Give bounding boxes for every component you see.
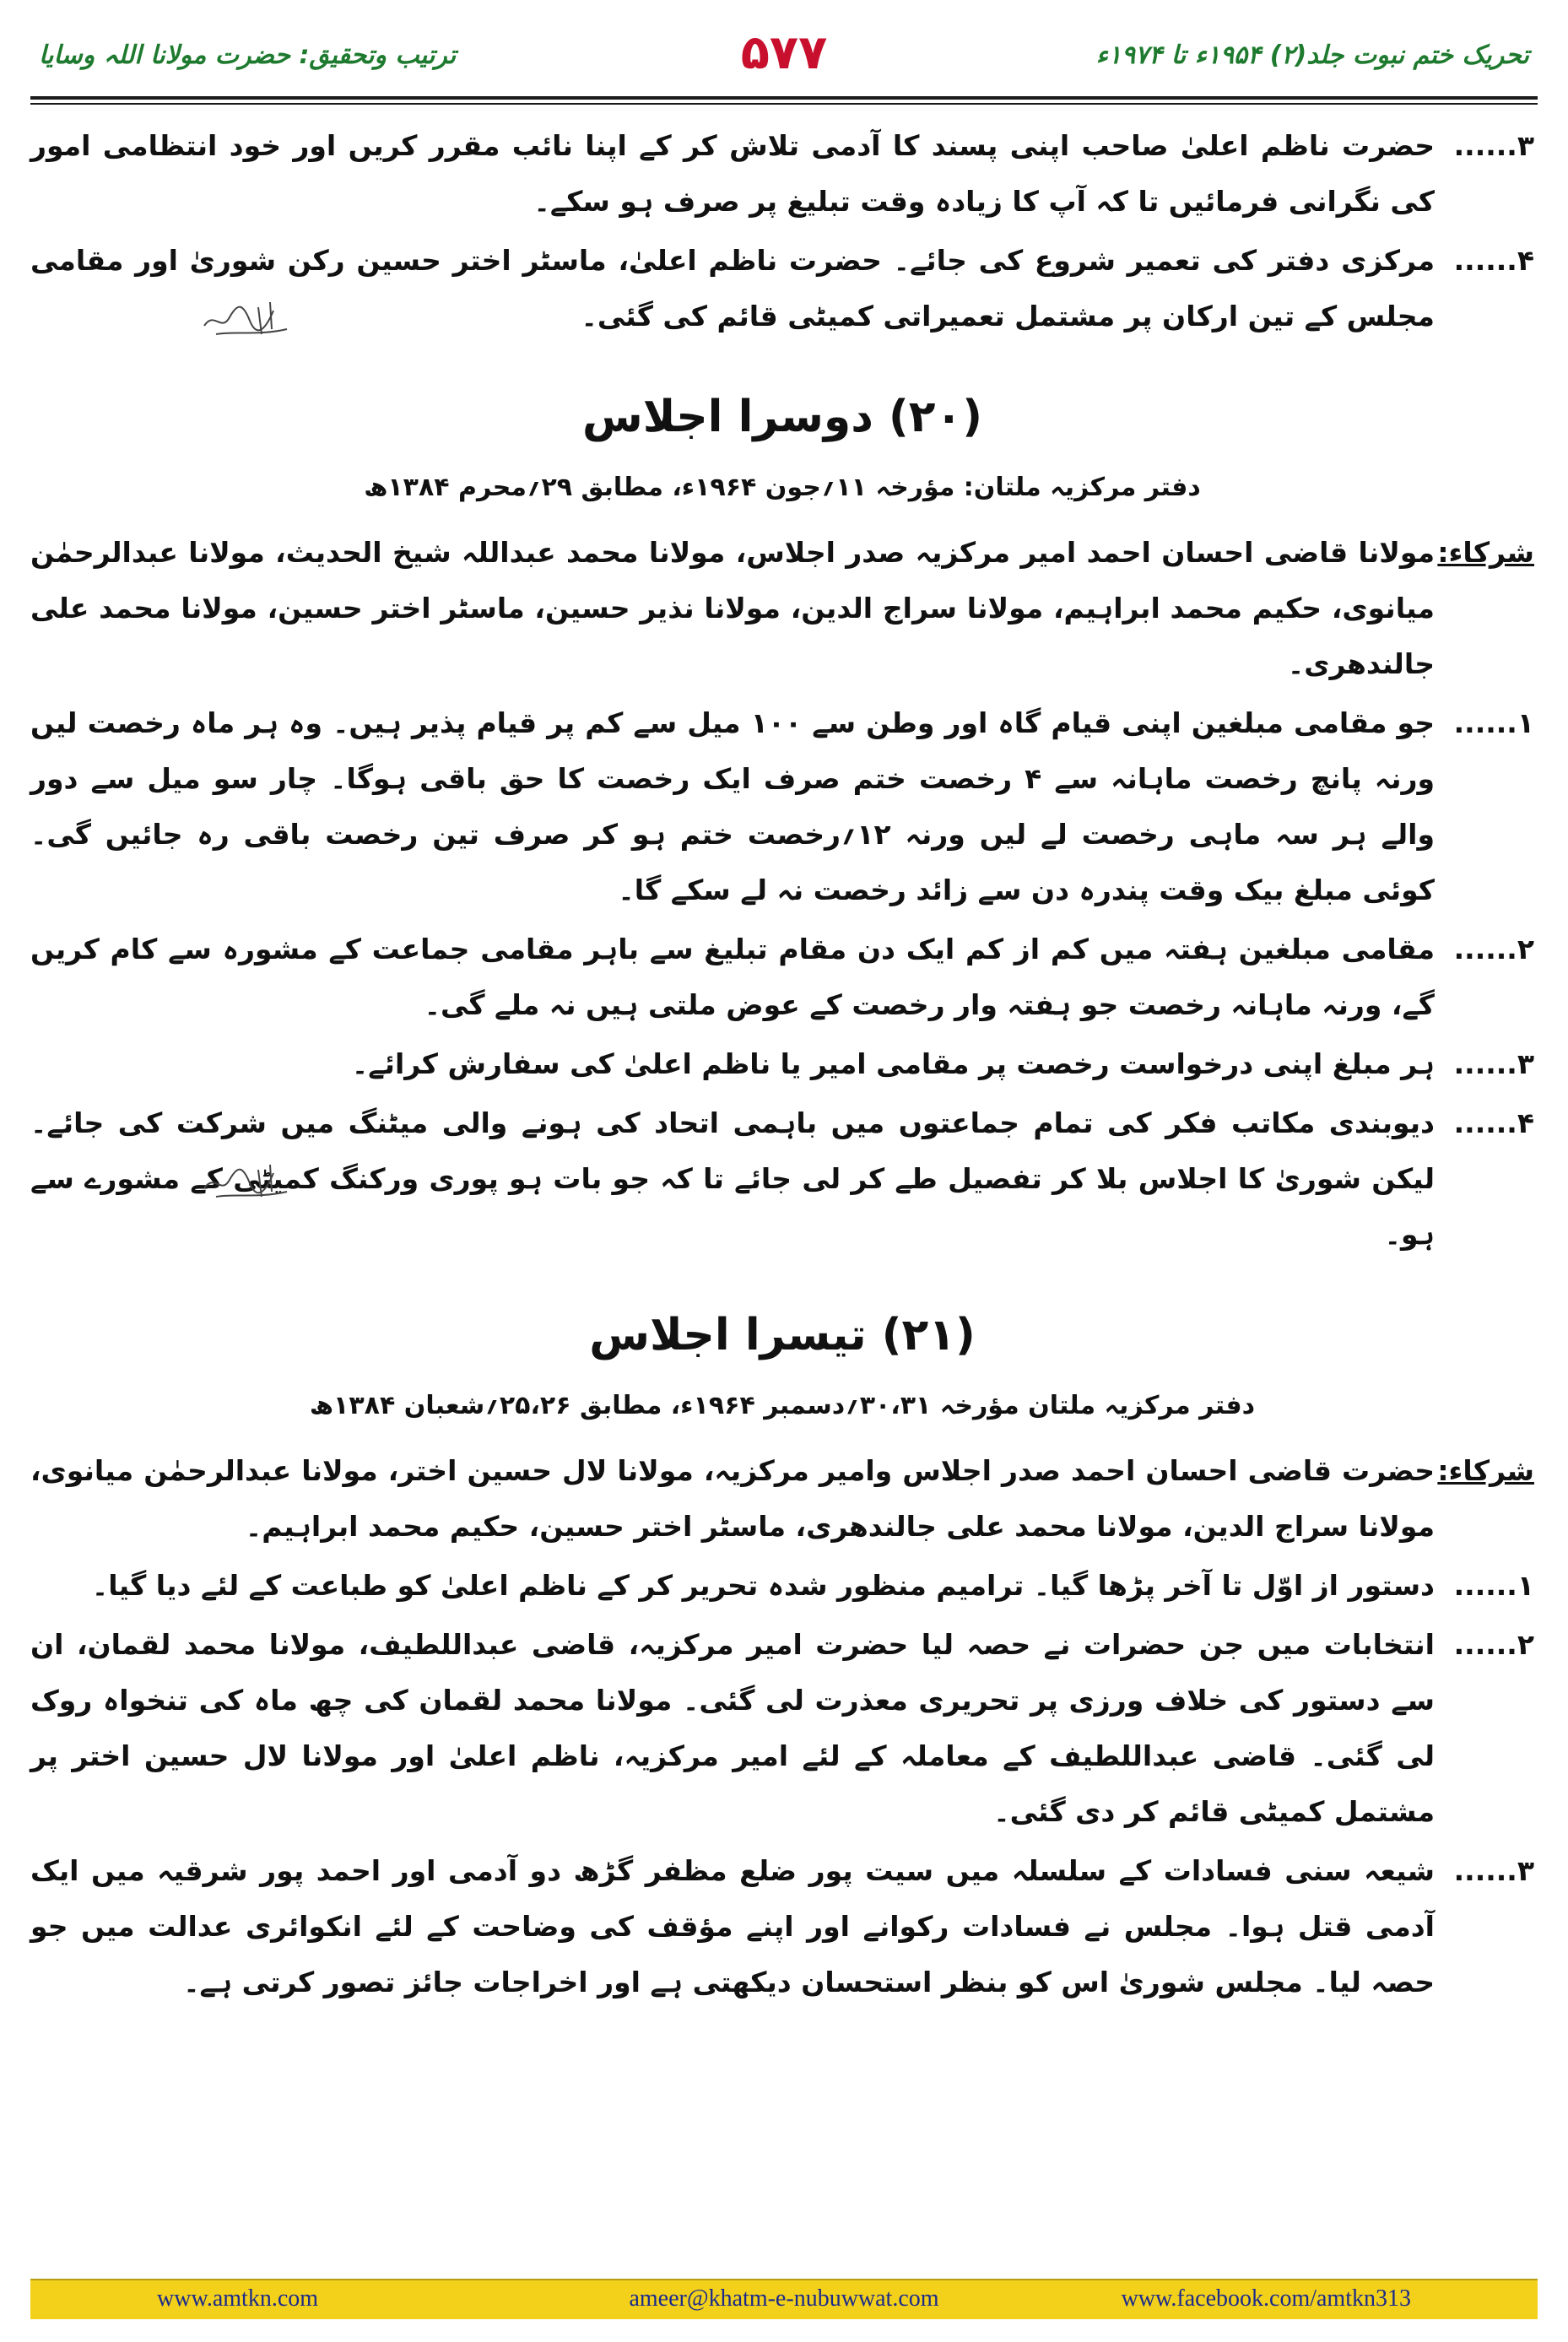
item-number: ۳...... (1453, 1047, 1534, 1080)
item-number: ۲...... (1453, 1628, 1534, 1661)
item-number: ۱...... (1453, 1569, 1534, 1602)
meeting-date-line: دفتر مرکزیہ ملتان: مؤرخہ ۱۱؍جون ۱۹۶۴ء، مطابق ۲۹؍محرم ۱۳۸۴ھ (364, 473, 1201, 502)
section-heading: (۲۰) دوسرا اجلاس (581, 392, 983, 442)
footer-website-link[interactable]: www.amtkn.com (157, 2285, 319, 2312)
list-item (30, 233, 1534, 344)
list-item (30, 1617, 1534, 1840)
participants-block (30, 525, 1534, 692)
list-item (30, 695, 1534, 918)
signature-mark-icon (199, 292, 292, 343)
item-text: جو مقامی مبلغین اپنی قیام گاہ اور وطن سے ۱۰۰ میل سے کم پر قیام پذیر ہیں۔ وہ ہر ماہ رخصت لیں ورنہ پانچ رخصت ماہانہ سے ۴ رخصت ختم صرف ایک رخصت کا حق باقی ہوگا۔ چار سو میل سے دور والے ہر سہ ماہی رخصت لے لیں ورنہ ۱۲؍رخصت ختم ہو کر صرف تین رخصت باقی رہ جائیں گی۔ کوئی مبلغ بیک وقت پندرہ دن سے زائد رخصت نہ لے سکے گا۔ (30, 706, 1436, 906)
participants-text: مولانا قاضی احسان احمد امیر مرکزیہ صدر اجلاس، مولانا محمد عبداللہ شیخ الحدیث، مولانا عبدالرحمٰن میانوی، حکیم محمد ابراہیم، مولانا سراج الدین، مولانا نذیر حسین، ماسٹر اختر حسین، مولانا محمد علی جالندھری۔ (30, 536, 1435, 680)
item-text: ہر مبلغ اپنی درخواست رخصت پر مقامی امیر یا ناظم اعلیٰ کی سفارش کرائے۔ (351, 1047, 1435, 1080)
participants-block (30, 1443, 1534, 1555)
item-text: حضرت ناظم اعلیٰ صاحب اپنی پسند کا آدمی تلاش کر کے اپنا نائب مقرر کریں اور خود انتظامی امور کی نگرانی فرمائیں تا کہ آپ کا زیادہ وقت تبلیغ پر صرف ہو سکے۔ (30, 129, 1435, 218)
list-item (30, 1558, 1534, 1614)
item-text: دستور از اوّل تا آخر پڑھا گیا۔ ترامیم منظور شدہ تحریر کر کے ناظم اعلیٰ کو طباعت کے لئے دیا گیا۔ (91, 1569, 1435, 1602)
section-heading: (۲۱) تیسرا اجلاس (589, 1310, 976, 1360)
header-book-title: تحریک ختم نبوت جلد(۲) ۱۹۵۴ء تا ۱۹۷۴ء (1095, 41, 1529, 70)
item-number: ۲...... (1453, 933, 1534, 965)
page-header (30, 25, 1538, 93)
header-compiler: ترتیب وتحقیق: حضرت مولانا اللہ وسایا (39, 41, 457, 70)
list-item (30, 1095, 1534, 1263)
page-number: ۵۷۷ (740, 25, 828, 80)
participants-label: شرکاء: (1437, 1454, 1534, 1487)
meeting-date-line: دفتر مرکزیہ ملتان مؤرخہ ۳۰،۳۱؍دسمبر ۱۹۶۴ء، مطابق ۲۵،۲۶؍شعبان ۱۳۸۴ھ (309, 1391, 1256, 1420)
list-item (30, 922, 1534, 1033)
list-item (30, 1843, 1534, 2010)
item-number: ۴...... (1453, 1106, 1534, 1139)
item-text: شیعہ سنی فسادات کے سلسلہ میں سیت پور ضلع مظفر گڑھ دو آدمی اور احمد پور شرقیہ میں ایک آدمی قتل ہوا۔ مجلس نے فسادات رکوانے اور اپنے مؤقف کی وضاحت کے لئے انکوائری عدالت میں جو حصہ لیا۔ مجلس شوریٰ اس کو بنظر استحسان دیکھتی ہے اور اخراجات جائز تصور کرتی ہے۔ (30, 1854, 1435, 1999)
item-text: مقامی مبلغین ہفتہ میں کم از کم ایک دن مقام تبلیغ سے باہر مقامی جماعت کے مشورہ سے کام کریں گے، ورنہ ماہانہ رخصت جو ہفتہ وار رخصت کے عوض ملتی ہیں نہ ملے گی۔ (30, 933, 1435, 1021)
list-item (30, 1036, 1534, 1092)
signature-mark-icon (199, 1155, 292, 1205)
footer-facebook-link[interactable]: www.facebook.com/amtkn313 (1121, 2285, 1411, 2312)
header-rule (30, 96, 1538, 100)
item-text: دیوبندی مکاتب فکر کی تمام جماعتوں میں باہمی اتحاد کی ہونے والی میٹنگ میں شرکت کی جائے۔ لیکن شوریٰ کا اجلاس بلا کر تفصیل طے کر لی جائے تا کہ جو بات ہو پوری ورکنگ کمیٹی کے مشورے سے ہو۔ (30, 1106, 1435, 1251)
item-number: ۱...... (1453, 706, 1534, 739)
item-number: ۴...... (1453, 244, 1534, 277)
item-text: مرکزی دفتر کی تعمیر شروع کی جائے۔ حضرت ناظم اعلیٰ، ماسٹر اختر حسین رکن شوریٰ اور مقامی مجلس کے تین ارکان پر مشتمل تعمیراتی کمیٹی قائم کی گئی۔ (30, 244, 1435, 333)
footer-email-link[interactable]: ameer@khatm-e-nubuwwat.com (629, 2285, 939, 2312)
page-content (30, 118, 1534, 2014)
participants-text: حضرت قاضی احسان احمد صدر اجلاس وامیر مرکزیہ، مولانا لال حسین اختر، مولانا عبدالرحمٰن میانوی، مولانا سراج الدین، مولانا محمد علی جالندھری، ماسٹر اختر حسین، حکیم محمد ابراہیم۔ (30, 1454, 1435, 1543)
header-rule-thin (30, 103, 1538, 105)
item-text: انتخابات میں جن حضرات نے حصہ لیا حضرت امیر مرکزیہ، قاضی عبداللطیف، مولانا محمد لقمان، ان سے دستور کی خلاف ورزی پر تحریری معذرت لی گئی۔ مولانا محمد لقمان کی چھ ماہ کی تنخواہ روک لی گئی۔ قاضی عبداللطیف کے معاملہ کے لئے امیر مرکزیہ، ناظم اعلیٰ اور مولانا لال حسین اختر پر مشتمل کمیٹی قائم کر دی گئی۔ (30, 1628, 1435, 1828)
item-number: ۳...... (1453, 1854, 1534, 1887)
item-number: ۳...... (1453, 129, 1534, 162)
list-item (30, 118, 1534, 230)
page-footer (30, 2279, 1538, 2319)
participants-label: شرکاء: (1437, 536, 1534, 569)
